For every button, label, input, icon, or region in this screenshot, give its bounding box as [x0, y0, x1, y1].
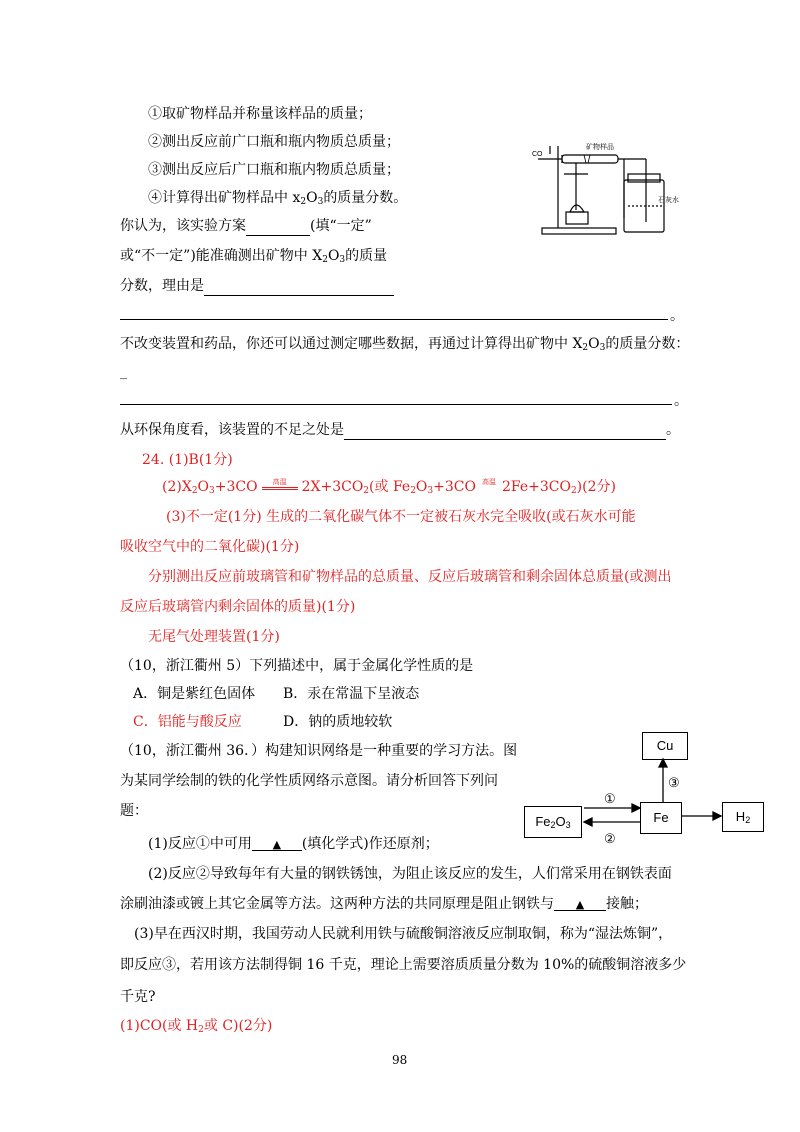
cu-node: Cu — [642, 732, 688, 760]
answer-line[interactable] — [120, 319, 668, 320]
question-line-5: 从环保角度看，该装置的不足之处是 。 — [120, 422, 680, 438]
fe2o3-node: $Fe_2O_3$ — [524, 806, 582, 838]
q36-answer: (1)CO(或 $H_2$或 C)(2分) — [120, 1018, 273, 1035]
part-2-blank[interactable]: ▲ — [554, 894, 606, 911]
part-1-blank[interactable]: ▲ — [252, 834, 302, 851]
end-mark: 。 — [670, 308, 684, 324]
q36-line-3: 题： — [120, 803, 148, 819]
fe-node: Fe — [640, 802, 682, 834]
option-a: A．铜是紫红色固体 — [133, 686, 256, 702]
q36-part-1: (1)反应①中可用 ▲ (填化学式)作还原剂； — [148, 836, 439, 852]
mc-stem: （10，浙江衢州 5）下列描述中，属于金属化学性质的是 — [120, 658, 474, 674]
reaction-equals: 高温 — [262, 477, 298, 490]
option-b: B．汞在常温下呈液态 — [283, 686, 420, 702]
answer-24-5: 分别测出反应前玻璃管和矿物样品的总质量、反应后玻璃管和剩余固体总质量(或测出 — [148, 569, 672, 585]
h2-node: $H_2$ — [722, 802, 764, 832]
end-mark-2: 。 — [674, 393, 688, 409]
answer-24-1: 24. (1)B(1分) — [142, 452, 233, 468]
option-d: D．钠的质地较软 — [283, 714, 393, 730]
step-3: ③测出反应后广口瓶和瓶内物质总质量； — [148, 162, 400, 178]
env-blank[interactable] — [344, 424, 666, 440]
answer-24-3: (3)不一定(1分) 生成的二氧化碳气体不一定被石灰水完全吸收(或石灰水可能 — [166, 509, 636, 525]
step-1: ①取矿物样品并称量该样品的质量； — [148, 106, 372, 122]
q36-part-2b: 涂刷油漆或镀上其它金属等方法。这两种方法的共同原理是阻止钢铁与 ▲ 接触； — [120, 896, 648, 912]
step-2: ②测出反应前广口瓶和瓶内物质总质量； — [148, 134, 400, 150]
q36-line-1: （10，浙江衢州 36．）构建知识网络是一种重要的学习方法。图 — [120, 743, 518, 759]
co-label: CO — [532, 151, 543, 158]
answer-24-6: 反应后玻璃管内剩余固体的质量)(1分) — [120, 599, 356, 615]
q36-part-2a: (2)反应②导致每年有大量的钢铁锈蚀，为阻止该反应的发生，人们常采用在钢铁表面 — [148, 866, 672, 882]
question-line-1: 你认为，该实验方案 (填“一定” — [120, 218, 372, 234]
question-line-3: 分数，理由是 — [120, 276, 394, 296]
answer-24-7: 无尾气处理装置(1分) — [148, 629, 280, 645]
reaction-2-label: ② — [604, 832, 616, 847]
page-number: 98 — [392, 1053, 408, 1067]
answer-24-4: 吸收空气中的二氧化碳)(1分) — [120, 539, 300, 555]
q36-part-3a: (3)早在西汉时期，我国劳动人民就利用铁与硫酸铜溶液反应制取铜，称为“湿法炼铜”， — [134, 926, 673, 942]
q36-line-2: 为某同学绘制的铁的化学性质网络示意图。请分析回答下列问 — [120, 773, 498, 789]
q36-part-3b: 即反应③，若用该方法制得铜 16 千克，理论上需要溶质质量分数为 10%的硫酸铜溶液多少 — [120, 957, 687, 973]
reason-blank[interactable] — [204, 280, 394, 296]
step-4: ④计算得出矿物样品中 $x_2O_3$的质量分数。 — [148, 190, 408, 207]
answer-blank[interactable] — [246, 220, 310, 236]
answer-24-2: $(2)X_2O_3+3CO$ $^{高温}$ $2X+3CO_2$(或 $Fe_2O_3+3CO$ $^{高温}$ $2Fe+3CO_2)(2$分) — [162, 477, 616, 497]
reaction-3-label: ③ — [668, 776, 680, 791]
reaction-condition: 高温 — [481, 478, 496, 486]
question-line-2: 或“不一定”)能准确测出矿物中 $X_2O_3$的质量 — [120, 248, 388, 265]
reaction-1-label: ① — [604, 792, 616, 807]
answer-line-2[interactable] — [120, 404, 672, 405]
question-line-4: 不改变装置和药品，你还可以通过测定哪些数据，再通过计算得出矿物中 $X_2O_3$的质量分数： — [120, 336, 690, 353]
q36-part-3c: 千克? — [120, 989, 156, 1005]
sample-label: 矿物样品 — [586, 144, 614, 151]
dash-mark: _ — [120, 364, 127, 380]
option-c: C．铝能与酸反应 — [133, 714, 242, 730]
limewater-label: 石灰水 — [658, 197, 679, 204]
apparatus-illustration — [528, 140, 690, 240]
diagram-arrows — [580, 756, 730, 838]
